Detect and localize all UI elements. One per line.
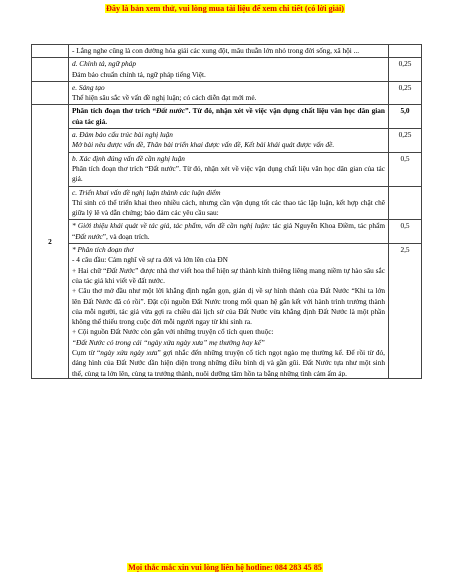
criteria-heading: a. Đảm bảo cấu trúc bài nghị luận — [72, 130, 173, 140]
grading-table — [31, 44, 422, 379]
criteria-cell — [69, 58, 389, 82]
criteria-body: Đảm bảo chuẩn chính tả, ngữ pháp tiếng Việt. — [72, 69, 206, 79]
paragraph: + Câu thơ mở đầu như một lời khẳng định ngắn gọn, giản dị về sự hình thành của Đất Nước “Khi ta lớn lên Đất Nước đã có rồi”. Đặt cội nguồn Đất Nước trong mối quan hệ gắn kết với hành trình trưởng thành của mỗi người, tác giả vừa gợi ra chiều dài lịch sử của Đất Nước vừa khẳng định Đất Nước là một phần không thể thiếu trong cuộc đời mỗi người ngay từ khi sinh ra. — [72, 286, 385, 327]
preview-banner: Đây là bản xem thử, vui lòng mua tài liệu để xem chi tiết (có lời giải) — [105, 4, 344, 13]
criteria-cell — [69, 129, 389, 153]
criteria-body: Phân tích đoạn thơ trích “Đất nước”. Từ đó, nhận xét về việc vận dụng chất liệu văn học dân gian của tác giả. — [72, 163, 385, 184]
quote: “Đất Nước có trong cái “ngày xửa ngày xưa” mẹ thường hay kể” — [72, 337, 265, 347]
score-cell: 2,5 — [389, 244, 422, 379]
table-row — [32, 45, 422, 58]
criteria-cell: * Giới thiệu khái quát về tác giả, tác phẩm, vấn đề cần nghị luận: tác giả Nguyễn Khoa Điềm, tác phẩm “Đất nước”, và đoạn trích. — [69, 220, 389, 244]
table-row — [32, 81, 422, 105]
criteria-cell — [69, 186, 389, 220]
criteria-cell — [69, 81, 389, 105]
question-number: 2 — [32, 105, 69, 379]
paragraph: + Hai chữ “Đất Nước” được nhà thơ viết hoa thể hiện sự thành kính thiêng liêng mang niềm tự hào sâu sắc của tác giả khi viết về đất nước. — [72, 265, 385, 285]
table-row — [32, 220, 422, 244]
table-row — [32, 152, 422, 186]
score-cell: 5,0 — [389, 105, 422, 129]
table-row — [32, 186, 422, 220]
score-cell: 0,25 — [389, 58, 422, 82]
paragraph: - 4 câu đầu: Cảm nghĩ về sự ra đời và lớn lên của ĐN — [72, 255, 228, 265]
criteria-body: Thí sinh có thể triển khai theo nhiều cách, nhưng cần vận dụng tốt các thao tác lập luận, kết hợp chặt chẽ giữa lý lẽ và dẫn chứng; bảo đảm các yêu cầu sau: — [72, 197, 385, 218]
score-cell: 0,5 — [389, 152, 422, 186]
paragraph: Cụm từ “ngày xửa ngày xưa” gợi nhắc đến những truyện cổ tích ngọt ngào mẹ thường kể. Để rồi từ đó, dáng hình của Đất Nước dần hiện diện trong những điều bình dị và gần gũi. Đất Nước tựa như một sinh thể, cùng ta lớn lên, cùng ta trưởng thành, nuôi dưỡng tâm hồn ta bằng những tình cảm ấm áp. — [72, 348, 385, 378]
question-title: Phân tích đoạn thơ trích “Đất nước”. Từ đó, nhận xét về việc vận dụng chất liệu văn học dân gian của tác giả. — [69, 105, 389, 129]
criteria-heading: b. Xác định đúng vấn đề cần nghị luận — [72, 153, 185, 163]
criteria-body: Mở bài nêu được vấn đề, Thân bài triển khai được vấn đề, Kết bài khái quát được vấn đề. — [72, 140, 335, 150]
table-row — [32, 58, 422, 82]
criteria-body: Thể hiện sâu sắc về vấn đề nghị luận; có cách diễn đạt mới mẻ. — [72, 93, 257, 103]
analysis-cell — [69, 244, 389, 379]
criteria-cell — [69, 152, 389, 186]
criteria-heading: c. Triển khai vấn đề nghị luận thành các luận điểm — [72, 187, 221, 197]
table-row — [32, 129, 422, 153]
criteria-heading: e. Sáng tạo — [72, 82, 105, 92]
score-cell: 0,5 — [389, 220, 422, 244]
paragraph: + Cội nguồn Đất Nước còn gắn với những truyện cổ tích quen thuộc: — [72, 327, 274, 337]
criteria-heading: * Phân tích đoạn thơ — [72, 245, 134, 255]
score-cell: 0,25 — [389, 81, 422, 105]
table-row — [32, 105, 422, 129]
criteria-cell: - Lắng nghe cũng là con đường hóa giải các xung đột, mâu thuẫn lớn nhỏ trong đời sống, xã hội ... — [69, 45, 389, 58]
hotline-banner: Mọi thắc mắc xin vui lòng liên hệ hotline: 084 283 45 85 — [128, 563, 322, 572]
score-cell: 0,25 — [389, 129, 422, 153]
criteria-heading: d. Chính tả, ngữ pháp — [72, 59, 136, 69]
table-row — [32, 244, 422, 379]
